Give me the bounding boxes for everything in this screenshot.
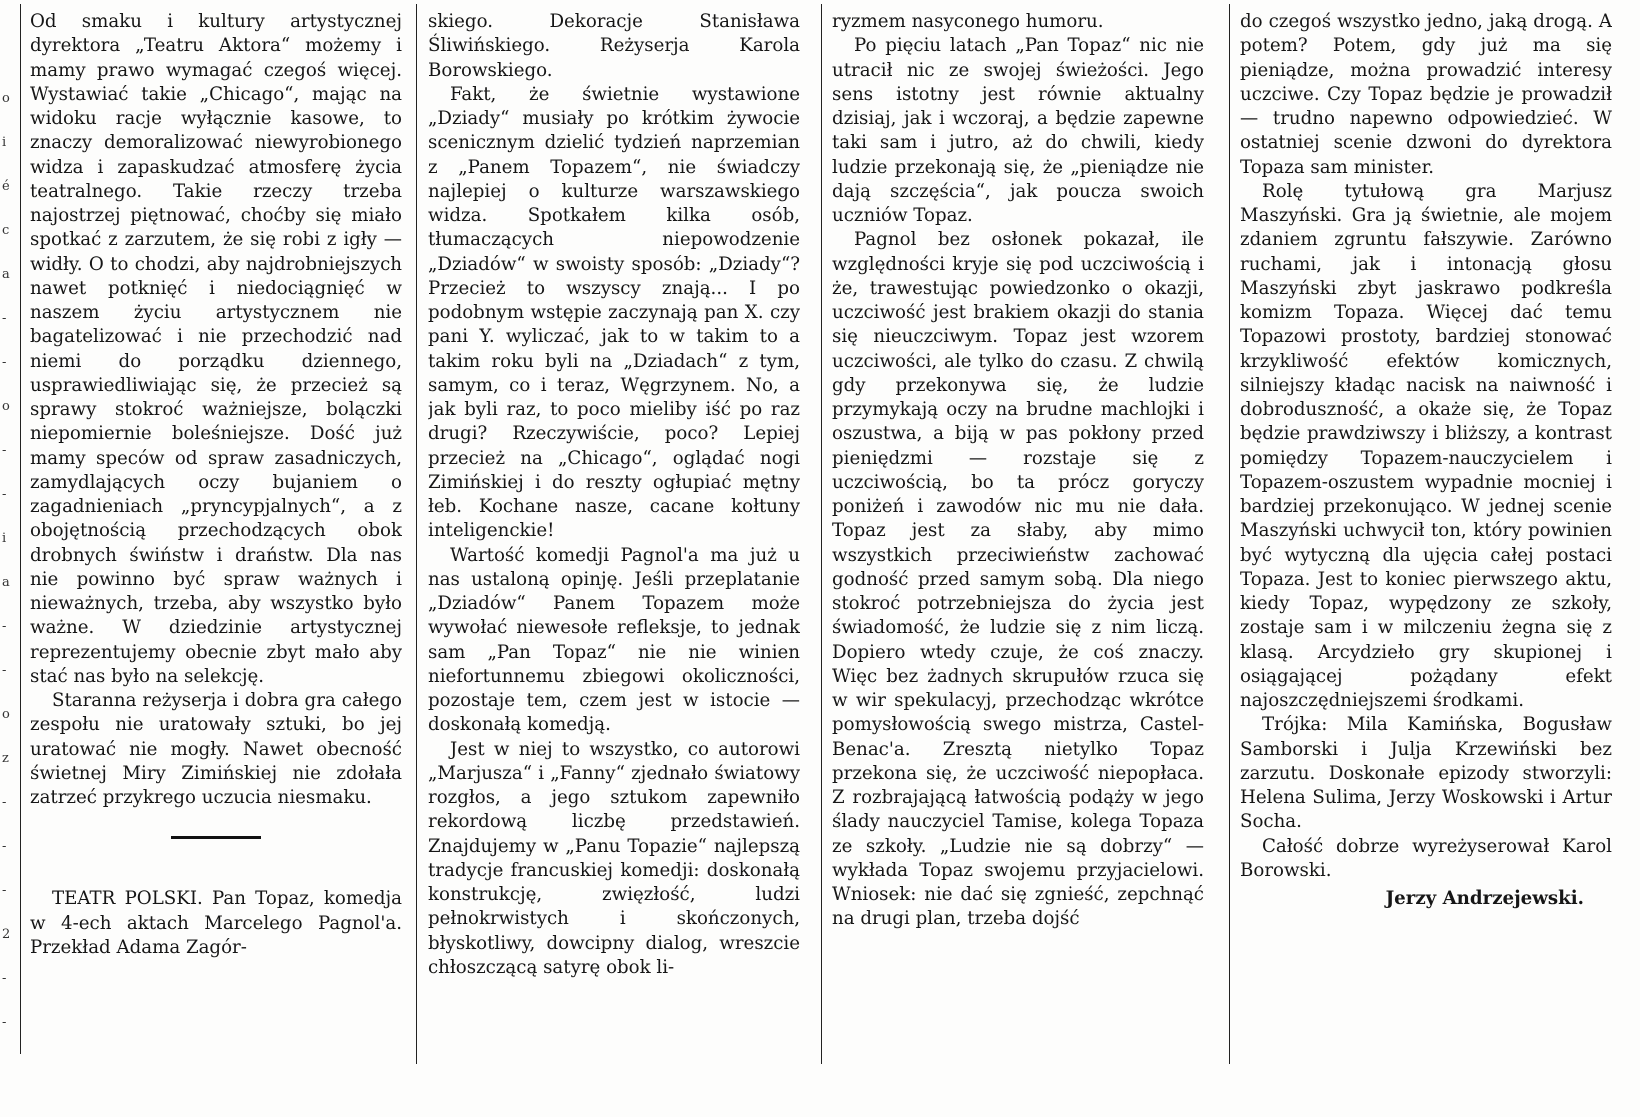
text-column-1 [30, 10, 402, 1110]
paragraph: Wartość komedji Pagnol'a ma już u nas ustaloną opinję. Jeśli przeplatanie „Dziadów“ Panem Topazem może wywołać niewesołe refleksje, to jednak sam „Pan Topaz“ nie nie winien niefortunnemu zbiegowi okoliczności, pozostaje tem, czem jest w istocie — doskonałą komedją. [428, 544, 800, 736]
column-rule-1 [416, 4, 417, 1064]
margin-fragment: o [2, 707, 10, 722]
teatr-polski-heading-paragraph: TEATR POLSKI. Pan Topaz, komedja w 4-ech aktach Marcelego Pagnol'a. Przekład Adama Zagór- [30, 888, 402, 958]
margin-fragment: o [2, 399, 10, 414]
margin-fragment: - [2, 619, 7, 634]
margin-fragment: - [2, 487, 7, 502]
paragraph: Fakt, że świetnie wystawione „Dziady“ musiały po krótkim żywocie scenicznym dzielić tydzień naprzemian z „Panem Topazem“, nie świadczy najlepiej o kulturze warszawskiego widza. Spotkałem kilka osób, tłumaczących niepowodzenie „Dziadów“ w swoisty sposób: „Dziady“? Przecież to wszyscy znają... I po podobnym wstępie zaczynają pan X. czy pani Y. wyliczać, jak to w takim to a takim roku byli na „Dziadach“ z tym, samym, co i teraz, Węgrzynem. No, a jak byli raz, to poco mieliby iść po raz drugi? Rzeczywiście, poco? Lepiej przecież na „Chicago“, oglądać nogi Zimińskiej i do reszty ogłupiać mętny łeb. Kochane nasze, cacane kołtuny inteligenckie! [428, 83, 800, 542]
margin-fragment: - [2, 1015, 7, 1030]
paragraph: Pagnol bez osłonek pokazał, ile względności kryje się pod uczciwością i że, trawestując powiedzonko o okazji, uczciwość jest brakiem okazji do stania się nieuczciwym. Topaz jest wzorem uczciwości, ale tylko do czasu. Z chwilą gdy przekonywa się, że ludzie przymykają oczy na brudne machlojki i oszustwa, a biją w pas pokłony przed pieniędzmi — rozstaje się z uczciwością, bo ta prócz goryczy poniżeń i zawodów nic mu nie dała. Topaz jest za słaby, aby mimo wszystkich przeciwieństw zachować godność przed samym sobą. Dla niego stokroć potrzebniejsza do życia jest świadomość, że ludzie się z nim liczą. Dopiero wtedy czuje, że coś znaczy. Więc bez żadnych skrupułów rzuca się w wir spekulacyj, przechodząc wkrótce pomysłowością swego mistrza, Castel-Benac'a. Zresztą nietylko Topaz przekona się, że uczciwość niepopłaca. Z rozbrajającą łatwością podąży w jego ślady nauczyciel Tamise, kolega Topaza ze szkoły. „Ludzie nie są dobrzy“ — wykłada Topaz swojemu przyjacielowi. Wniosek: nie dać się zgnieść, zepchnąć na drugi plan, trzeba dojść [832, 229, 1204, 930]
margin-fragment: c [2, 223, 10, 238]
left-margin-fragments [0, 0, 14, 1117]
margin-fragment: - [2, 795, 7, 810]
text-column-3 [832, 10, 1204, 1110]
margin-fragment: - [2, 663, 7, 678]
paragraph: Jest w niej to wszystko, co autorowi „Marjusza“ i „Fanny“ zjednało światowy rozgłos, a jego sztukom zapewniło rekordową liczbę przedstawień. Znajdujemy w „Panu Topazie“ najlepszą tradycje francuskiej komedji: doskonałą konstrukcję, zwięzłość, ludzi pełnokrwistych i skończonych, błyskotliwy, dowcipny dialog, wreszcie chłoszczącą satyrę obok li- [428, 738, 800, 978]
margin-fragment: é [2, 179, 10, 194]
paragraph: skiego. Dekoracje Stanisława Śliwińskiego. Reżyserja Karola Borowskiego. [428, 11, 800, 81]
margin-fragment: - [2, 355, 7, 370]
cast-paragraph: Trójka: Mila Kamińska, Bogusław Samborski i Julja Krzewiński bez zarzutu. Doskonałe epizody stworzyli: Helena Sulima, Jerzy Woskowski i Artur Socha. [1240, 714, 1612, 833]
margin-fragment: - [2, 443, 7, 458]
margin-fragment: - [2, 839, 7, 854]
column-rule-left [20, 4, 21, 1054]
margin-fragment: - [2, 883, 7, 898]
margin-fragment: - [2, 311, 7, 326]
margin-fragment: i [2, 531, 7, 546]
author-signature: Jerzy Andrzejewski. [1385, 888, 1584, 909]
margin-fragment: a [2, 575, 10, 590]
paragraph: Od smaku i kultury artystycznej dyrektora „Teatru Aktora“ możemy i mamy prawo wymagać czegoś więcej. Wystawiać takie „Chicago“, mając na widoku racje wyłącznie kasowe, to znaczy demoralizować niewyrobionego widza i zapaskudzać atmosferę życia teatralnego. Takie rzeczy trzeba najostrzej piętnować, choćby się miało spotkać z zarzutem, że się robi z igły — widły. O to chodzi, aby najdrobniejszych nawet potknięć i niedociągnięć w naszem życiu artystycznem nie bagatelizować i nie przechodzić nad niemi do porządku dziennego, usprawiedliwiając się, że przecież są sprawy stokroć ważniejsze, bolączki niepomiernie boleśniejsze. Dość już mamy speców od spraw zasadniczych, zamydlających oczy bujaniem o zagadnieniach „pryncypjalnych“, a z obojętnością przechodzących obok drobnych świństw i draństw. Dla nas nie powinno być spraw ważnych i nieważnych, trzeba, aby wszystko było ważne. W dziedzinie artystycznej reprezentujemy obecnie zbyt mało aby stać nas było na selekcję. [30, 11, 402, 687]
paragraph: Po pięciu latach „Pan Topaz“ nic nie utracił nic ze swojej świeżości. Jego sens istotny jest równie aktualny dzisiaj, jak i wczoraj, a będzie zapewne taki sam i jutro, aż do chwili, kiedy ludzie przekonają się, że „pieniądze nie dają szczęścia“, jak poucza swoich uczniów Topaz. [832, 35, 1204, 226]
paragraph: ryzmem nasyconego humoru. [832, 11, 1104, 32]
paragraph: do czegoś wszystko jedno, jaką drogą. A potem? Potem, gdy już ma się pieniądze, można prowadzić interesy uczciwe. Czy Topaz będzie je prowadził — trudno napewno odpowiedzieć. W ostatniej scenie dzwoni do dyrektora Topaza sam minister. [1240, 11, 1612, 178]
margin-fragment: a [2, 267, 10, 282]
section-divider [171, 836, 261, 839]
margin-fragment: i [2, 135, 7, 150]
margin-fragment: o [2, 91, 10, 106]
text-column-2 [428, 10, 800, 1110]
paragraph: Rolę tytułową gra Marjusz Maszyński. Gra ją świetnie, ale mojem zdaniem zgruntu fałszywie. Zarówno ruchami, jak i intonacją głosu Maszyński zbyt jaskrawo podkreśla komizm Topaza. Więcej dać temu Topazowi prostoty, bardziej stonować krzykliwość efektów komicznych, silniejszy kładąc nacisk na naiwność i dobroduszność, a okaże się, że Topaz będzie prawdziwszy i bliższy, a kontrast pomiędzy Topazem-nauczycielem i Topazem-oszustem wypadnie mocniej i bardziej przekonująco. W jednej scenie Maszyński uchwycił ton, który powinien być wytyczną dla ujęcia całej postaci Topaza. Jest to koniec pierwszego aktu, kiedy Topaz, wypędzony ze szkoły, zostaje sam i w milczeniu żegna się z klasą. Arcydzieło gry skupionej i osiągającej pożądany efekt najoszczędniejszemi środkami. [1240, 180, 1612, 711]
margin-fragment: 2 [2, 927, 11, 942]
column-rule-2 [821, 4, 822, 1064]
margin-fragment: z [2, 751, 9, 766]
text-column-4 [1240, 10, 1612, 1110]
paragraph: Staranna reżyserja i dobra gra całego zespołu nie uratowały sztuki, bo jej uratować nie mogły. Nawet obecność świetnej Miry Zimińskiej nie zdołała zatrzeć przykrego uczucia niesmaku. [30, 690, 402, 808]
paragraph: Całość dobrze wyreżyserował Karol Borowski. [1240, 835, 1612, 881]
column-rule-3 [1229, 4, 1230, 1064]
margin-fragment: - [2, 971, 7, 986]
